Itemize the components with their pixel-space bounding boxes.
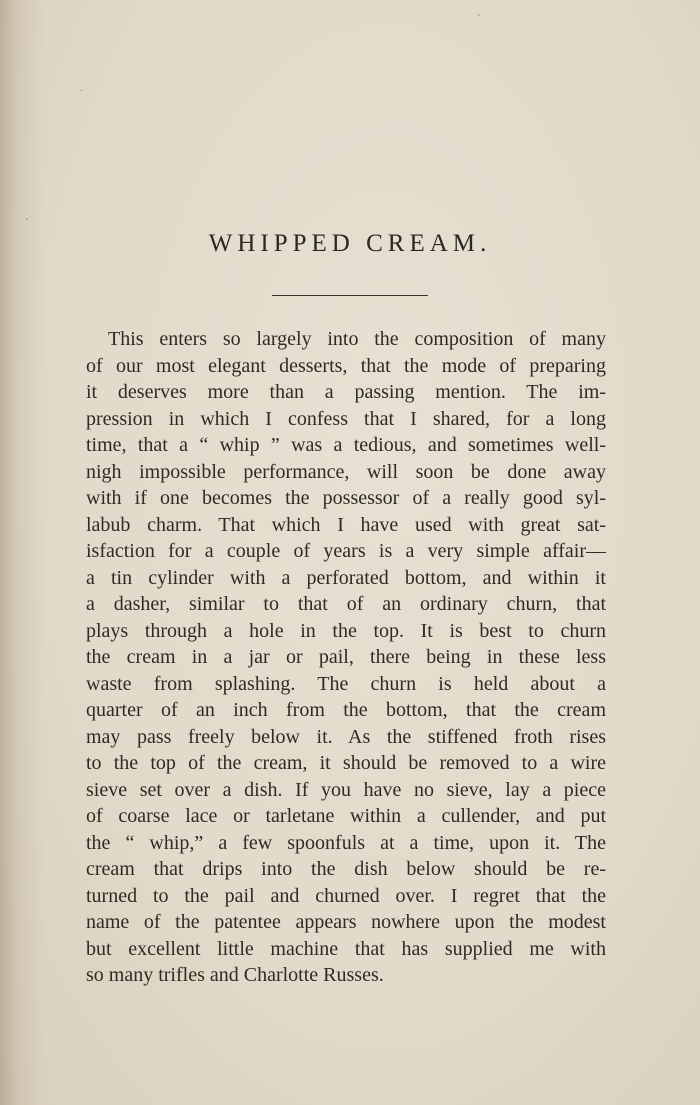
text-line: labub charm. That which I have used with great sat-: [86, 513, 606, 536]
text-line: of coarse lace or tarletane within a cullender, and put: [86, 805, 606, 827]
text-line: cream that drips into the dish below should be re-: [86, 858, 606, 880]
text-line: to the top of the cream, it should be removed to a wire: [86, 752, 606, 774]
text-line: a tin cylinder with a perforated bottom, and within it: [86, 566, 606, 589]
text-line: isfaction for a couple of years is a very simple affair—: [86, 540, 606, 562]
text-line: turned to the pail and churned over. I regret that the: [86, 884, 606, 907]
text-line: time, that a “ whip ” was a tedious, and sometimes well-: [86, 434, 606, 456]
text-line: it deserves more than a passing mention. The im-: [86, 381, 606, 403]
text-line: of our most elegant desserts, that the mode of preparing: [86, 354, 606, 377]
text-line: quarter of an inch from the bottom, that the cream: [86, 699, 606, 721]
page-heading: WHIPPED CREAM.: [208, 230, 492, 257]
text-line: with if one becomes the possessor of a really good syl-: [86, 487, 606, 509]
text-line: the “ whip,” a few spoonfuls at a time, upon it. The: [86, 831, 606, 854]
text-line: pression in which I confess that I shared, for a long: [86, 407, 606, 430]
text-line: plays through a hole in the top. It is best to churn: [86, 619, 606, 642]
text-line: the cream in a jar or pail, there being in these less: [86, 646, 606, 668]
text-line: but excellent little machine that has supplied me with: [86, 937, 606, 960]
text-line: sieve set over a dish. If you have no sieve, lay a piece: [86, 778, 606, 801]
paper-speck: [26, 218, 28, 220]
text-line: so many trifles and Charlotte Russes.: [86, 964, 384, 986]
text-line: may pass freely below it. As the stiffened froth rises: [86, 725, 606, 748]
text-line: a dasher, similar to that of an ordinary churn, that: [86, 593, 606, 615]
text-line: waste from splashing. The churn is held about a: [86, 672, 606, 695]
text-line: nigh impossible performance, will soon be done away: [86, 460, 606, 483]
paper-speck: [80, 90, 83, 91]
text-line: This enters so largely into the composition of many: [108, 328, 606, 350]
text-line: name of the patentee appears nowhere upon the modest: [86, 911, 606, 933]
paragraph: [86, 326, 606, 989]
heading-rule: [272, 295, 428, 296]
paper-speck: [478, 14, 480, 16]
